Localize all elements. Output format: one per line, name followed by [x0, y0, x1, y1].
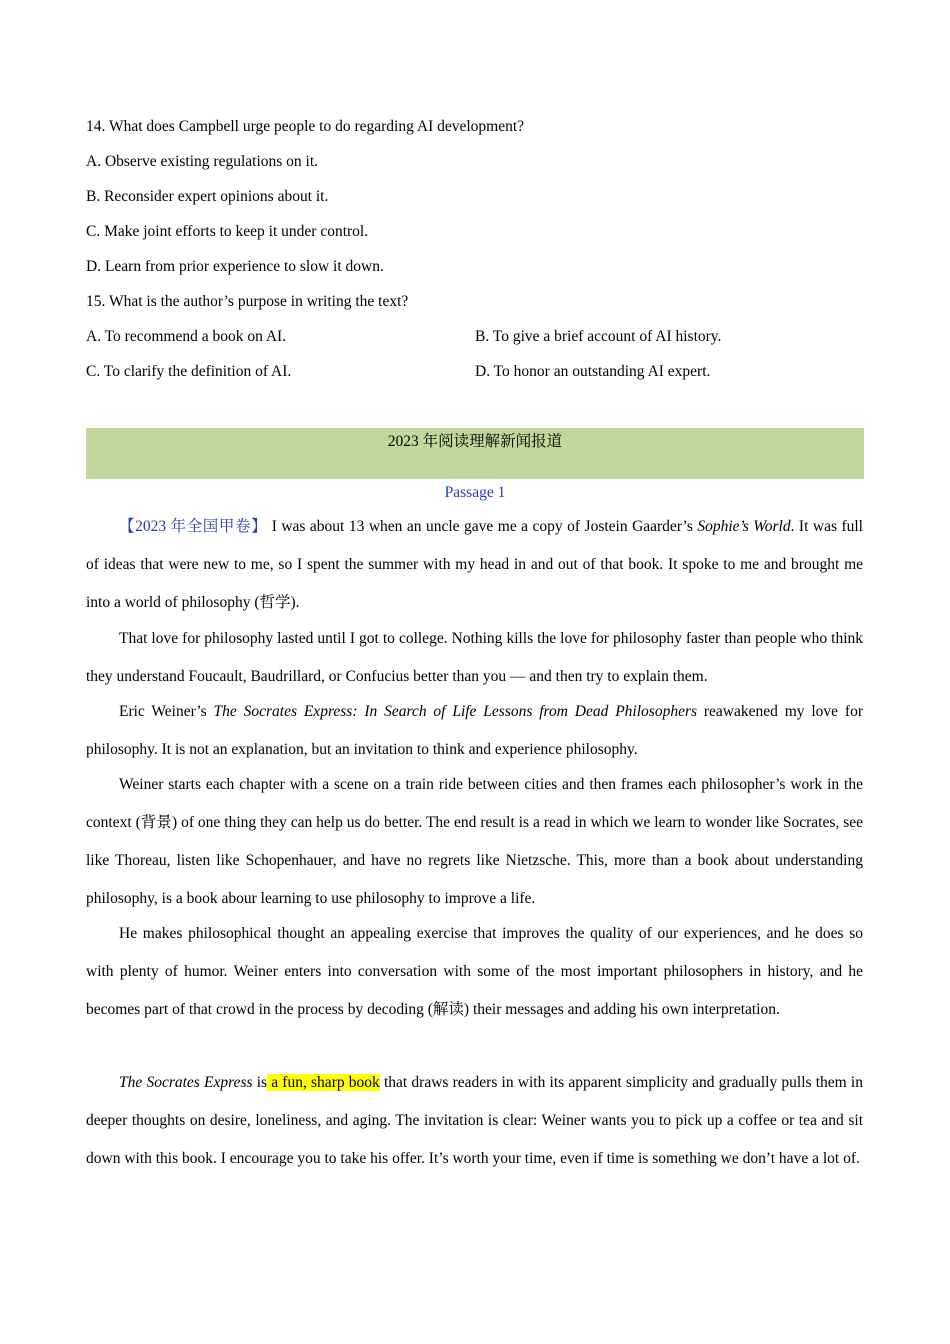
paragraph-3 — [86, 693, 863, 769]
paragraph-6-text-b: is — [252, 1074, 268, 1091]
paragraph-5: He makes philosophical thought an appealing exercise that improves the quality of our experiences, and he does so with plenty of humor. Weiner enters into conversation with some of the most important philosophers in history, and he becomes part of that crowd in the process by decoding (解读) their messages and adding his own interpretation. — [86, 925, 863, 1018]
question-14-option-a: A. Observe existing regulations on it. — [86, 153, 319, 170]
paragraph-6-text-d: that draws readers in with its apparent simplicity and gradually pulls them in deeper thoughts on desire, loneliness, and aging. The invitation is clear: Weiner wants you to pick up a coffee or tea and sit down with this book. I encourage you to take his offer. It’s worth your time, even if time is something we don’t have a lot of. — [86, 1074, 863, 1167]
highlighted-phrase: a fun, sharp book — [267, 1074, 380, 1091]
paragraph-1-text-a: I was about 13 when an uncle gave me a copy of Jostein Gaarder’s — [267, 518, 698, 535]
paragraph-6 — [86, 1064, 863, 1178]
question-15-option-b: B. To give a brief account of AI history. — [475, 328, 722, 345]
paragraph-2: That love for philosophy lasted until I got to college. Nothing kills the love for philosophy faster than people who think they understand Foucault, Baudrillard, or Confucius better than you — and then try to explain them. — [86, 630, 863, 685]
question-15-option-c: C. To clarify the definition of AI. — [86, 363, 292, 380]
question-15-option-d: D. To honor an outstanding AI expert. — [475, 363, 711, 380]
section-title: 2023 年阅读理解新闻报道 — [387, 433, 563, 450]
question-14-option-c: C. Make joint efforts to keep it under control. — [86, 223, 369, 240]
question-14-option-b: B. Reconsider expert opinions about it. — [86, 188, 329, 205]
paragraph-3-text-a: Eric Weiner’s — [119, 703, 214, 720]
paragraph-4: Weiner starts each chapter with a scene on a train ride between cities and then frames each philosopher’s work in the context (背景) of one thing they can help us do better. The end result is a read in which we learn to wonder like Socrates, see like Thoreau, listen like Schopenhauer, and have no regrets like Nietzsche. This, more than a book about understanding philosophy, is a book abour learning to use philosophy to improve a life. — [86, 776, 863, 907]
section-banner — [86, 428, 864, 479]
question-15-option-a: A. To recommend a book on AI. — [86, 328, 287, 345]
book-title-sophies-world: Sophie’s World — [697, 518, 791, 535]
passage-title: Passage 1 — [444, 484, 506, 501]
paragraph-1-text-c: . It was full of ideas that were new to me, so I spent the summer with my head in and out of that book. It spoke to me and brought me into a world of philosophy (哲学). — [86, 518, 863, 611]
paragraph-1 — [86, 508, 863, 622]
question-14-stem: 14. What does Campbell urge people to do regarding AI development? — [86, 118, 525, 135]
paragraph-6-book-title: The Socrates Express — [119, 1074, 253, 1091]
book-title-socrates-express: The Socrates Express: In Search of Life Lessons from Dead Philosophers — [213, 703, 698, 720]
question-14-option-d: D. Learn from prior experience to slow it down. — [86, 258, 384, 275]
paragraph-3-text-c: reawakened my love for philosophy. It is not an explanation, but an invitation to think and experience philosophy. — [86, 703, 863, 758]
source-tag: 【2023 年全国甲卷】 — [119, 518, 268, 535]
question-15-stem: 15. What is the author’s purpose in writing the text? — [86, 293, 409, 310]
